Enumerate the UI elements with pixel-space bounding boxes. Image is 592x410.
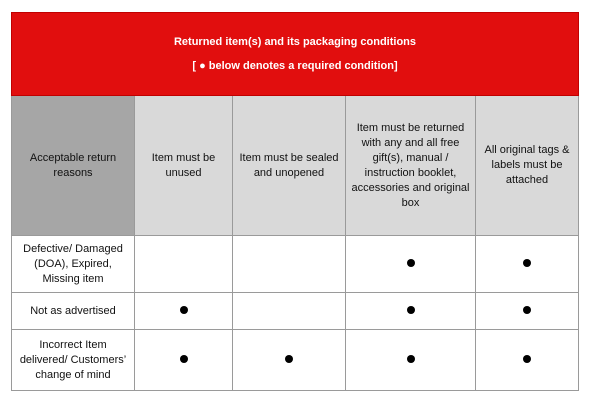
column-header-accessories: Item must be returned with any and all free gift(s), manual / instruction booklet, accessories and original box bbox=[346, 96, 476, 236]
requirement-cell bbox=[476, 236, 579, 293]
table-title-legend: [ ● below denotes a required condition] bbox=[192, 60, 398, 72]
reason-label: Defective/ Damaged (DOA), Expired, Missing item bbox=[12, 236, 135, 293]
reason-label: Not as advertised bbox=[12, 293, 135, 330]
requirement-cell bbox=[233, 330, 346, 391]
column-header-unused: Item must be unused bbox=[135, 96, 233, 236]
column-header-row bbox=[12, 96, 579, 236]
title-row bbox=[12, 13, 579, 96]
required-bullet-icon bbox=[285, 355, 293, 363]
required-bullet-icon bbox=[407, 259, 415, 267]
required-bullet-icon bbox=[523, 259, 531, 267]
required-bullet-icon bbox=[180, 355, 188, 363]
required-bullet-icon bbox=[407, 306, 415, 314]
required-bullet-icon bbox=[180, 306, 188, 314]
requirement-cell bbox=[346, 293, 476, 330]
requirement-cell bbox=[233, 293, 346, 330]
table-title bbox=[12, 13, 579, 96]
column-header-tags: All original tags & labels must be attached bbox=[476, 96, 579, 236]
required-bullet-icon bbox=[523, 306, 531, 314]
column-header-reasons: Acceptable return reasons bbox=[12, 96, 135, 236]
requirement-cell bbox=[476, 330, 579, 391]
required-bullet-icon bbox=[407, 355, 415, 363]
requirement-cell bbox=[135, 236, 233, 293]
table-row bbox=[12, 330, 579, 391]
reason-label: Incorrect Item delivered/ Customers’ change of mind bbox=[12, 330, 135, 391]
required-bullet-icon bbox=[523, 355, 531, 363]
table-title-main: Returned item(s) and its packaging conditions bbox=[173, 36, 417, 48]
requirement-cell bbox=[476, 293, 579, 330]
column-header-sealed: Item must be sealed and unopened bbox=[233, 96, 346, 236]
requirement-cell bbox=[346, 330, 476, 391]
requirement-cell bbox=[233, 236, 346, 293]
table-row bbox=[12, 293, 579, 330]
requirement-cell bbox=[135, 293, 233, 330]
table-row bbox=[12, 236, 579, 293]
return-conditions-table bbox=[11, 12, 579, 391]
requirement-cell bbox=[135, 330, 233, 391]
requirement-cell bbox=[346, 236, 476, 293]
